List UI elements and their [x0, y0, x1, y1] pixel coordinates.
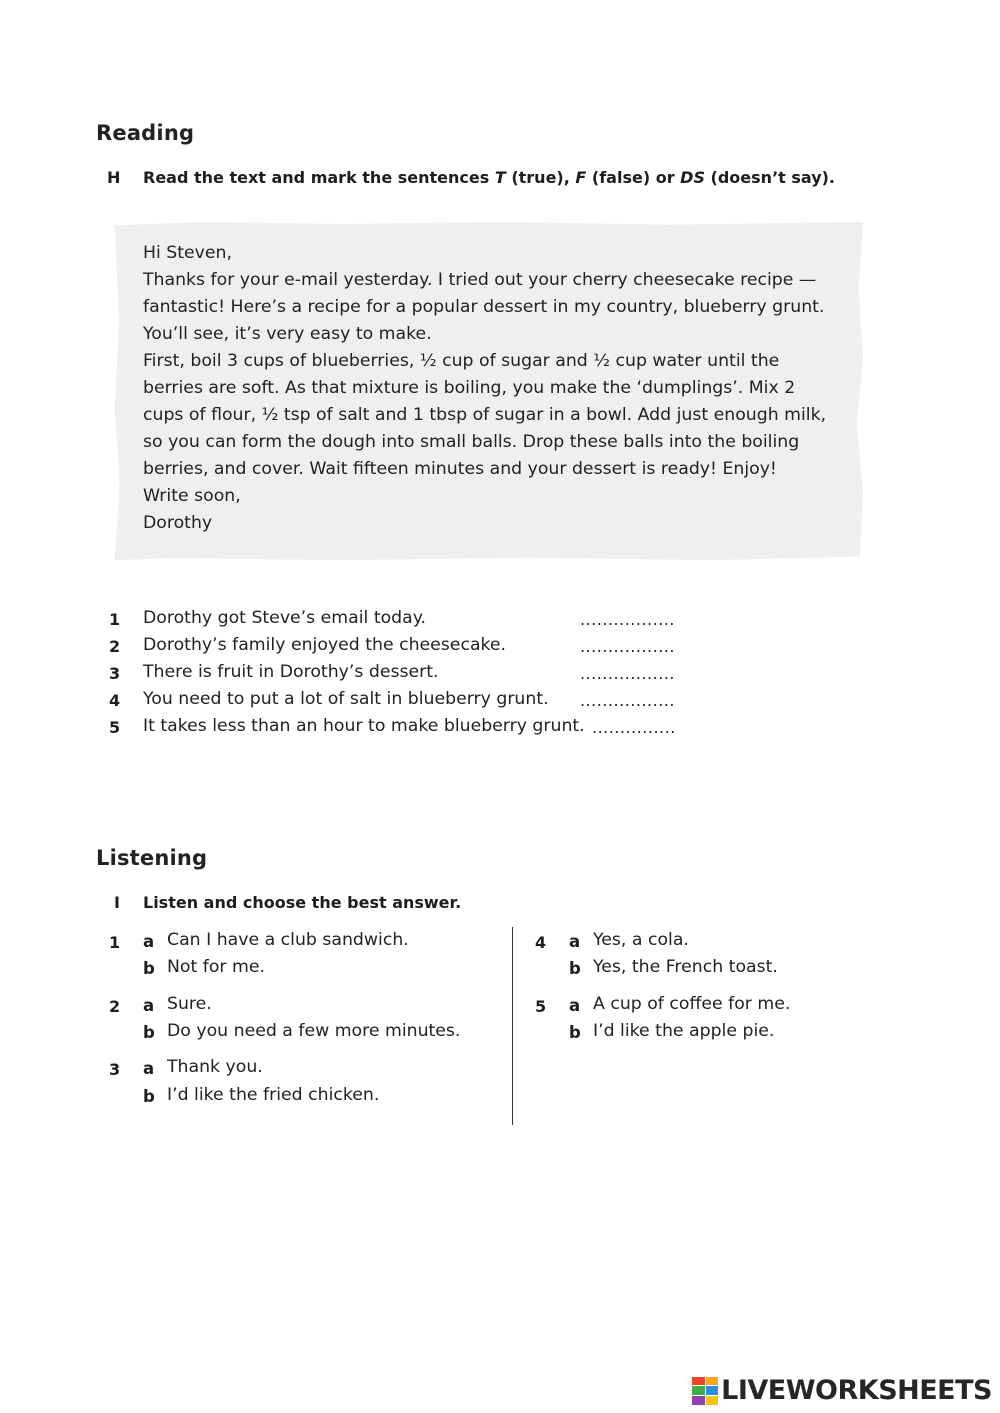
option-b[interactable]: Not for me.	[167, 957, 265, 977]
column-divider	[512, 927, 513, 1125]
option-a[interactable]: Can I have a club sandwich.	[167, 930, 409, 950]
letter-line: berries are soft. As that mixture is boiling, you make the ‘dumplings’. Mix 2	[143, 378, 796, 398]
option-letter-a: a	[143, 932, 155, 951]
question-text: There is fruit in Dorothy’s dessert.	[143, 662, 439, 682]
instruction-doesnt-say: DS	[680, 168, 705, 187]
letter-line: so you can form the dough into small balls. Drop these balls into the boiling	[143, 432, 800, 452]
option-a[interactable]: Sure.	[167, 994, 212, 1014]
item-number: 1	[109, 933, 121, 952]
instruction-part: (doesn’t say).	[704, 168, 836, 187]
answer-blank[interactable]: .................	[580, 691, 675, 710]
reading-task-letter: H	[107, 168, 121, 187]
option-a[interactable]: A cup of coffee for me.	[593, 994, 791, 1014]
option-letter-a: a	[569, 996, 581, 1015]
instruction-false: F	[575, 168, 587, 187]
answer-blank[interactable]: .................	[580, 610, 675, 629]
reading-instruction	[143, 168, 835, 187]
letter-line: fantastic! Here’s a recipe for a popular dessert in my country, blueberry grunt.	[143, 297, 825, 317]
question-text: Dorothy’s family enjoyed the cheesecake.	[143, 635, 507, 655]
letter-text	[143, 240, 843, 537]
letter-line: Write soon,	[143, 486, 241, 506]
answer-blank[interactable]: .................	[580, 637, 675, 656]
question-number: 3	[109, 664, 121, 683]
item-number: 5	[535, 997, 547, 1016]
logo-tile	[692, 1386, 705, 1395]
question-number: 1	[109, 610, 121, 629]
option-b[interactable]: Yes, the French toast.	[593, 957, 778, 977]
option-b[interactable]: Do you need a few more minutes.	[167, 1021, 461, 1041]
instruction-part: (false) or	[586, 168, 681, 187]
question-number: 5	[109, 718, 121, 737]
question-number: 2	[109, 637, 121, 656]
liveworksheets-logo	[692, 1375, 992, 1406]
letter-line: Hi Steven,	[143, 243, 232, 263]
answer-blank[interactable]: .................	[580, 664, 675, 683]
logo-tile	[692, 1377, 705, 1386]
liveworksheets-logo-icon	[692, 1377, 718, 1405]
item-number: 3	[109, 1060, 121, 1079]
answer-blank[interactable]: ...............	[592, 718, 676, 737]
option-a[interactable]: Yes, a cola.	[593, 930, 689, 950]
logo-tile	[706, 1377, 719, 1386]
instruction-part: (true),	[505, 168, 576, 187]
logo-tile	[706, 1386, 719, 1395]
option-letter-a: a	[569, 932, 581, 951]
letter-line: You’ll see, it’s very easy to make.	[143, 324, 432, 344]
listening-instruction: Listen and choose the best answer.	[143, 893, 462, 912]
listening-title: Listening	[96, 846, 208, 870]
letter-line: Thanks for your e-mail yesterday. I tried out your cherry cheesecake recipe —	[143, 270, 817, 290]
option-letter-a: a	[143, 996, 155, 1015]
option-letter-b: b	[143, 1023, 155, 1042]
option-letter-b: b	[569, 1023, 581, 1042]
option-b[interactable]: I’d like the fried chicken.	[167, 1085, 380, 1105]
option-a[interactable]: Thank you.	[167, 1057, 263, 1077]
logo-tile	[706, 1396, 719, 1405]
option-b[interactable]: I’d like the apple pie.	[593, 1021, 775, 1041]
option-letter-a: a	[143, 1059, 155, 1078]
question-number: 4	[109, 691, 121, 710]
letter-line: First, boil 3 cups of blueberries, ½ cup of sugar and ½ cup water until the	[143, 351, 780, 371]
item-number: 2	[109, 997, 121, 1016]
reading-title: Reading	[96, 121, 195, 145]
letter-line: Dorothy	[143, 513, 213, 533]
letter-line: cups of flour, ½ tsp of salt and 1 tbsp of sugar in a bowl. Add just enough milk,	[143, 405, 827, 425]
logo-tile	[692, 1396, 705, 1405]
instruction-part: Read the text and mark the sentences	[143, 168, 495, 187]
letter-line: berries, and cover. Wait fifteen minutes and your dessert is ready! Enjoy!	[143, 459, 777, 479]
question-text: Dorothy got Steve’s email today.	[143, 608, 426, 628]
question-text: It takes less than an hour to make blueberry grunt.	[143, 716, 585, 736]
option-letter-b: b	[143, 1087, 155, 1106]
listening-task-letter: I	[114, 893, 120, 912]
item-number: 4	[535, 933, 547, 952]
instruction-true: T	[494, 168, 506, 187]
option-letter-b: b	[569, 959, 581, 978]
liveworksheets-logo-text: LIVEWORKSHEETS	[721, 1375, 992, 1406]
option-letter-b: b	[143, 959, 155, 978]
question-text: You need to put a lot of salt in blueberry grunt.	[143, 689, 549, 709]
